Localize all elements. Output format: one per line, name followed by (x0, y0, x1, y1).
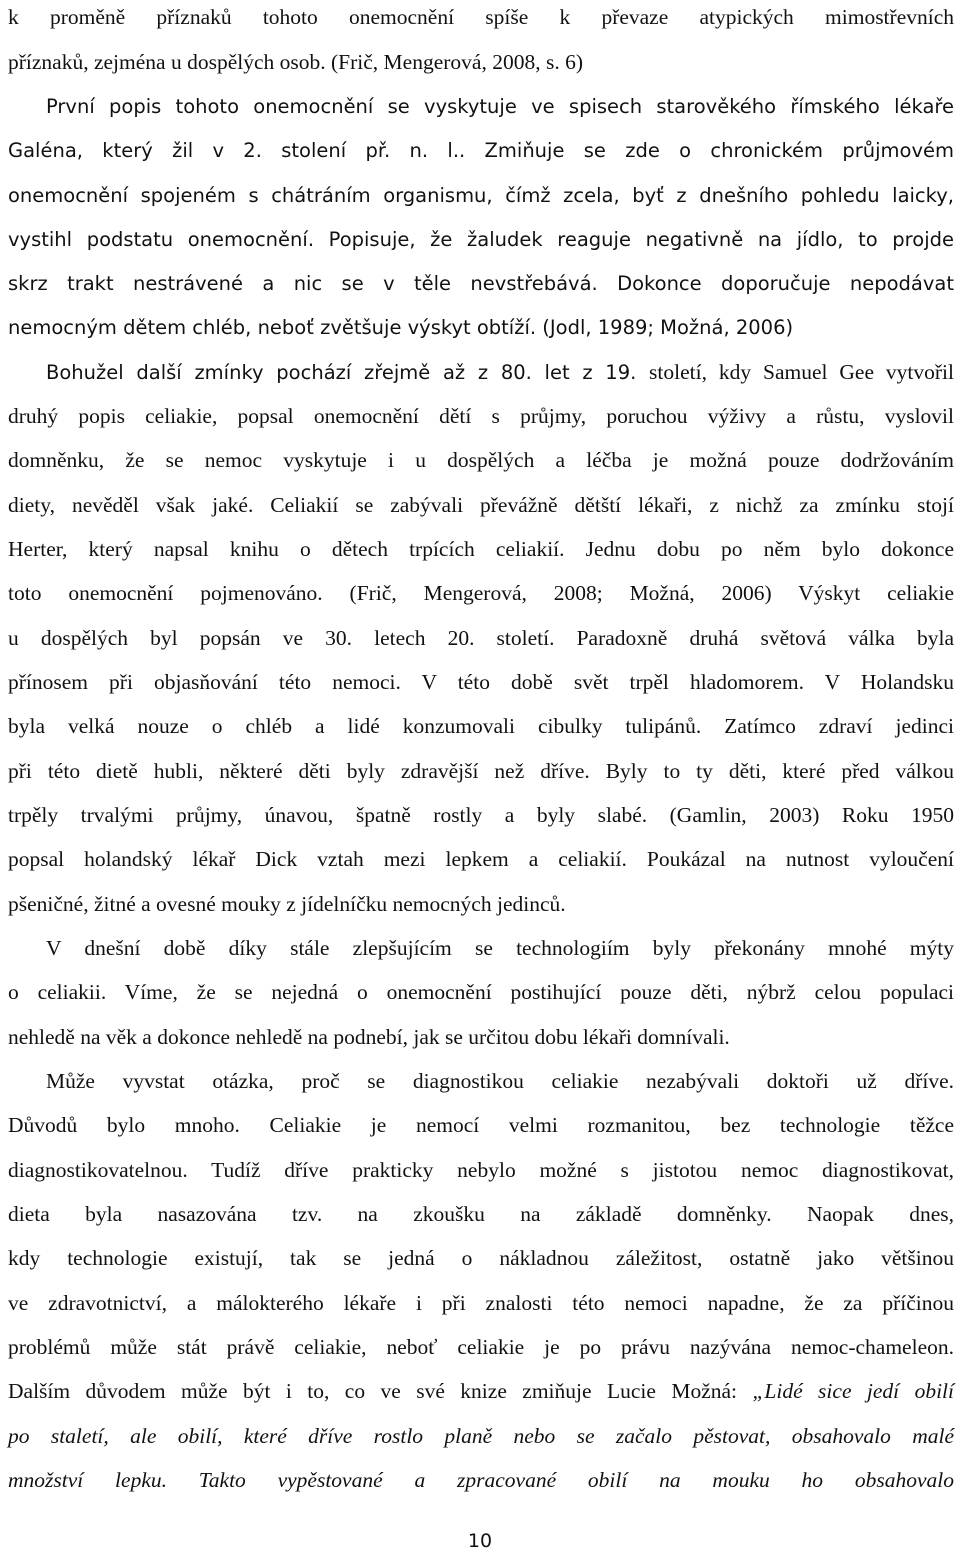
text-segment: onemocnění spojeném s chátráním organismu, čímž zcela, byť z dnešního pohledu laicky, (8, 184, 954, 207)
text-line (8, 1463, 954, 1497)
text-segment: nehledě na věk a dokonce nehledě na podnebí, jak se určitou dobu lékaři domnívali. (8, 1025, 730, 1049)
text-line (8, 1374, 954, 1408)
text-line (8, 133, 954, 167)
text-segment: Galéna, který žil v 2. stolení př. n. l.. Zmiňuje se zde o chronickém průjmovém (8, 139, 954, 162)
text-line (8, 798, 954, 832)
text-line (8, 532, 954, 566)
text-line (8, 576, 954, 610)
text-line (8, 842, 954, 876)
text-line (8, 266, 954, 300)
text-line (8, 178, 954, 212)
text-segment: byla velká nouze o chléb a lidé konzumovali cibulky tulipánů. Zatímco zdraví jedinci (8, 714, 954, 738)
text-line (8, 0, 954, 34)
text-line (8, 1286, 954, 1320)
text-line (8, 45, 954, 79)
text-line (8, 399, 954, 433)
text-segment: skrz trakt nestrávené a nic se v těle nevstřebává. (8, 272, 618, 295)
text-line (8, 1108, 954, 1142)
text-segment: příznaků, zejména u dospělých osob. (Frič, Mengerová, 2008, s. 6) (8, 50, 583, 74)
text-segment: trpěly trvalými průjmy, únavou, špatně rostly a byly slabé. (Gamlin, 2003) Roku 1950 (8, 803, 954, 827)
text-line (46, 89, 954, 123)
text-segment: nemocným dětem chléb, neboť zvětšuje výskyt obtíží. (8, 316, 543, 339)
text-segment: Dokonce doporučuje nepodávat (617, 272, 954, 295)
text-line (46, 355, 954, 389)
text-line (8, 488, 954, 522)
text-segment: Herter, který napsal knihu o dětech trpících celiakií. Jednu dobu po něm bylo dokonce (8, 537, 954, 561)
text-segment: k proměně příznaků tohoto onemocnění spíše k převaze atypických mimostřevních (8, 5, 954, 29)
text-line (8, 1330, 954, 1364)
text-line (8, 1419, 954, 1453)
text-segment: diety, nevěděl však jaké. Celiakií se zabývali převážně dětští lékaři, z nichž za zmínku stojí (8, 493, 954, 517)
text-segment: Důvodů bylo mnoho. Celiakie je nemocí velmi rozmanitou, bez technologie těžce (8, 1113, 954, 1137)
text-segment: století, kdy Samuel Gee vytvořil (649, 360, 954, 384)
text-segment: dieta byla nasazována tzv. na zkoušku na základě domněnky. Naopak dnes, (8, 1202, 954, 1226)
text-segment: po staletí, ale obilí, které dříve rostlo planě nebo se začalo pěstovat, obsahovalo malé (8, 1424, 954, 1448)
text-segment: problémů může stát právě celiakie, neboť celiakie je po právu nazývána nemoc-chameleon. (8, 1335, 954, 1359)
text-line (8, 887, 954, 921)
text-segment: Bohužel další zmínky pochází zřejmě až z 80. let z 19. (46, 361, 650, 384)
document-page (8, 0, 954, 1558)
text-segment: množství lepku. Takto vypěstované a zpracované obilí na mouku ho obsahovalo (8, 1468, 954, 1492)
text-segment: V dnešní době díky stále zlepšujícím se technologiím byly překonány mnohé mýty (46, 936, 954, 960)
text-segment: pšeničné, žitné a ovesné mouky z jídelníčku nemocných jedinců. (8, 892, 566, 916)
text-segment: u dospělých byl popsán ve 30. letech 20. století. Paradoxně druhá světová válka byla (8, 626, 954, 650)
text-segment: druhý popis celiakie, popsal onemocnění dětí s průjmy, poruchou výživy a růstu, vyslovil (8, 404, 954, 428)
text-segment: Popisuje, že žaludek reaguje negativně na jídlo, to projde (328, 228, 954, 251)
text-segment: První popis tohoto onemocnění se vyskytuje ve spisech starověkého římského lékaře (46, 95, 954, 118)
text-line (8, 310, 954, 344)
text-line (8, 222, 954, 256)
text-segment: vystihl podstatu onemocnění. (8, 228, 329, 251)
text-line (8, 665, 954, 699)
text-segment: popsal holandský lékař Dick vztah mezi lepkem a celiakií. Poukázal na nutnost vyloučení (8, 847, 954, 871)
text-line (8, 1020, 954, 1054)
text-line (46, 931, 954, 965)
text-line (8, 1197, 954, 1231)
text-line (46, 1064, 954, 1098)
text-segment: přínosem při objasňování této nemoci. V této době svět trpěl hladomorem. V Holandsku (8, 670, 954, 694)
text-segment: „Lidé sice jedí obilí (752, 1379, 954, 1403)
text-segment: toto onemocnění pojmenováno. (Frič, Mengerová, 2008; Možná, 2006) Výskyt celiakie (8, 581, 954, 605)
text-line (8, 621, 954, 655)
text-segment: Dalším důvodem může být i to, co ve své knize zmiňuje Lucie Možná: (8, 1379, 753, 1403)
text-line (8, 975, 954, 1009)
text-segment: domněnku, že se nemoc vyskytuje i u dospělých a léčba je možná pouze dodržováním (8, 448, 954, 472)
text-line (8, 709, 954, 743)
text-segment: při této dietě hubli, některé děti byly zdravější než dříve. Byly to ty děti, které před válkou (8, 759, 954, 783)
text-segment: diagnostikovatelnou. Tudíž dříve prakticky nebylo možné s jistotou nemoc diagnostikovat, (8, 1158, 954, 1182)
text-line (8, 1241, 954, 1275)
text-segment: ve zdravotnictví, a málokterého lékaře i při znalosti této nemoci napadne, že za příčinou (8, 1291, 954, 1315)
text-segment: kdy technologie existují, tak se jedná o nákladnou záležitost, ostatně jako většinou (8, 1246, 954, 1270)
text-line (8, 1153, 954, 1187)
text-segment: o celiakii. Víme, že se nejedná o onemocnění postihující pouze děti, nýbrž celou populaci (8, 980, 954, 1004)
text-line (8, 443, 954, 477)
page-number: 10 (467, 1530, 493, 1552)
text-segment: (Jodl, 1989; Možná, 2006) (542, 316, 794, 339)
text-line (8, 754, 954, 788)
text-segment: Může vyvstat otázka, proč se diagnostikou celiakie nezabývali doktoři už dříve. (46, 1069, 954, 1093)
